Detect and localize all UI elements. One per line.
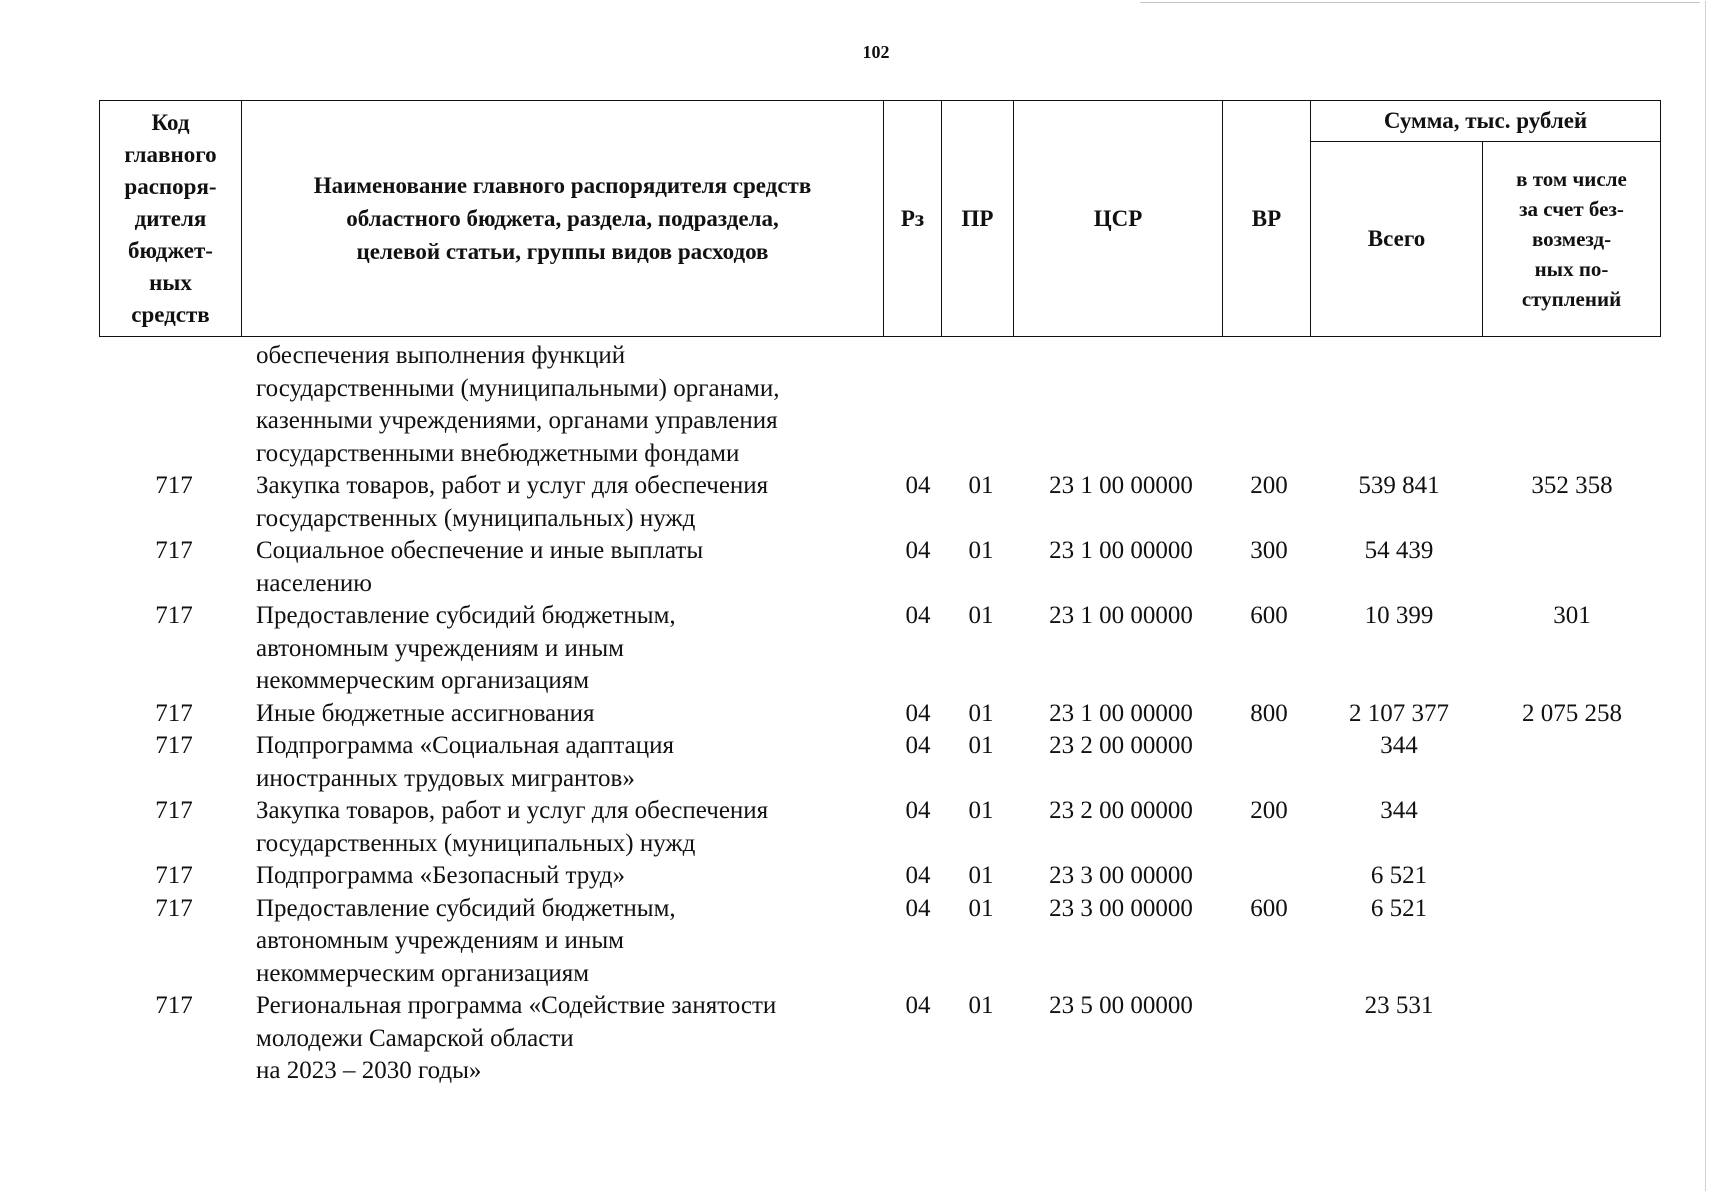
cell-name-line: иностранных трудовых мигрантов» [256,764,635,792]
cell-name-line: Предоставление субсидий бюджетным, [256,894,676,922]
cell-pr: 01 [968,894,994,922]
cell-code: 717 [155,797,193,824]
cell-name-line: Предоставление субсидий бюджетным, [256,602,676,629]
cell-vr: 200 [1250,797,1288,824]
cell-csr: 23 3 00 00000 [1049,894,1193,922]
cell-rz: 04 [905,732,931,759]
cell-name-line: Подпрограмма «Социальная адаптация [256,732,674,759]
cell-csr: 23 3 00 00000 [1049,862,1193,889]
cell-total: 10 399 [1364,602,1434,629]
cell-code: 717 [155,602,193,629]
cell-code: 717 [155,732,193,759]
table-row [0,990,1713,1088]
cell-name-line: Подпрограмма «Безопасный труд» [256,862,626,889]
header-pr: ПР [942,101,1014,337]
header-csr: ЦСР [1014,101,1223,337]
cell-code: 717 [155,862,193,889]
cell-name-line: населению [256,569,372,597]
cell-rz: 04 [905,602,931,629]
cell-csr: 23 1 00 00000 [1049,537,1193,564]
header-code-line: Код [151,109,190,135]
cell-incl: 301 [1553,602,1591,629]
header-code [100,101,242,337]
cell-rz: 04 [905,797,931,824]
header-rz: Рз [884,101,942,337]
header-incl-line: возмезд- [1531,227,1612,251]
cell-name-line: Социальное обеспечение и иные выплаты [256,537,704,564]
cell-pr: 01 [968,862,994,889]
cell-incl: 2 075 258 [1522,699,1622,727]
cell-vr: 800 [1250,699,1288,727]
header-vr: ВР [1223,101,1311,337]
header-code-line: распоря- [124,173,217,199]
header-code-line: главного [124,141,217,167]
header-name-line: Наименование главного распорядителя средств [313,173,812,198]
cell-name-line: государственных (муниципальных) нужд [256,829,696,857]
cell-total: 344 [1380,797,1418,824]
cell-name-line: казенными учреждениями, органами управления [256,407,778,434]
cell-name [256,893,876,991]
cell-csr: 23 1 00 00000 [1049,602,1193,629]
page-number: 102 [862,42,890,62]
cell-name-line: некоммерческим организациям [256,667,590,694]
header-code-line: средств [131,301,210,327]
cell-name-line: Иные бюджетные ассигнования [256,699,595,727]
cell-csr: 23 2 00 00000 [1049,732,1193,759]
header-code-line: бюджет- [128,237,213,263]
header-incl [1483,142,1661,337]
cell-code: 717 [155,992,193,1019]
cell-name [256,470,876,535]
cell-vr: 300 [1250,537,1288,564]
cell-pr: 01 [968,992,994,1019]
cell-csr: 23 1 00 00000 [1049,699,1193,727]
header-incl-line: ступлений [1521,287,1622,311]
cell-name-line: молодежи Самарской области [256,1024,574,1052]
table-row [0,535,1713,600]
cell-code: 717 [155,537,193,564]
header-name-line: областного бюджета, раздела, подраздела, [346,206,779,231]
cell-rz: 04 [905,699,931,727]
cell-name [256,535,876,600]
cell-pr: 01 [968,537,994,564]
cell-pr: 01 [968,797,994,824]
header-name [242,101,884,337]
header-incl-line: за счет без- [1519,197,1624,221]
cell-name [256,795,876,860]
header-name-line: целевой статьи, группы видов расходов [356,239,769,264]
cell-name [256,730,876,795]
cell-rz: 04 [905,992,931,1019]
cell-pr: 01 [968,699,994,727]
cell-code: 717 [155,894,193,922]
cell-pr: 01 [968,732,994,759]
cell-name [256,860,876,893]
cell-csr: 23 2 00 00000 [1049,797,1193,824]
table-row [0,795,1713,860]
cell-name [256,990,876,1088]
cell-pr: 01 [968,472,994,499]
cell-total: 23 531 [1364,992,1434,1019]
cell-name [256,698,876,731]
cell-name-line: Региональная программа «Содействие занятости [256,992,777,1019]
header-incl-line: в том числе [1516,167,1627,191]
cell-vr: 600 [1250,894,1288,922]
table-body [0,340,1713,1088]
cell-name [256,600,876,698]
header-incl-line: ных по- [1534,257,1609,281]
scan-edge-top [1140,2,1700,3]
cell-vr: 600 [1250,602,1288,629]
table-row [0,340,1713,470]
cell-name-line: некоммерческим организациям [256,959,590,987]
cell-rz: 04 [905,894,931,922]
cell-rz: 04 [905,472,931,499]
cell-csr: 23 5 00 00000 [1049,992,1193,1019]
cell-name-line: Закупка товаров, работ и услуг для обеспечения [256,797,769,824]
table-header [99,100,1661,337]
cell-total: 6 521 [1370,894,1428,922]
cell-total: 344 [1380,732,1418,759]
table-row [0,698,1713,731]
header-code-line: ных [149,269,192,295]
cell-name [256,340,876,470]
table-row [0,893,1713,991]
cell-total: 539 841 [1358,472,1440,499]
cell-code: 717 [155,699,193,727]
cell-name-line: государственных (муниципальных) нужд [256,504,696,532]
cell-total: 6 521 [1370,862,1428,889]
cell-rz: 04 [905,537,931,564]
cell-rz: 04 [905,862,931,889]
cell-code: 717 [155,472,193,499]
cell-vr: 200 [1250,472,1288,499]
cell-name-line: Закупка товаров, работ и услуг для обеспечения [256,472,769,499]
cell-pr: 01 [968,602,994,629]
cell-name-line: на 2023 – 2030 годы» [256,1057,482,1084]
cell-name-line: обеспечения выполнения функций [256,342,626,369]
cell-total: 2 107 377 [1349,699,1449,727]
table-row [0,860,1713,893]
cell-incl: 352 358 [1531,472,1613,499]
cell-name-line: государственными (муниципальными) органами, [256,374,780,402]
header-code-line: дителя [134,205,207,231]
cell-name-line: автономным учреждениям и иным [256,927,624,954]
cell-name-line: государственными внебюджетными фондами [256,439,740,467]
table-row [0,600,1713,698]
cell-csr: 23 1 00 00000 [1049,472,1193,499]
table-row [0,730,1713,795]
table-row [0,470,1713,535]
cell-total: 54 439 [1364,537,1434,564]
cell-name-line: автономным учреждениям и иным [256,634,624,662]
header-total: Всего [1311,142,1483,337]
header-sum: Сумма, тыс. рублей [1311,101,1661,142]
